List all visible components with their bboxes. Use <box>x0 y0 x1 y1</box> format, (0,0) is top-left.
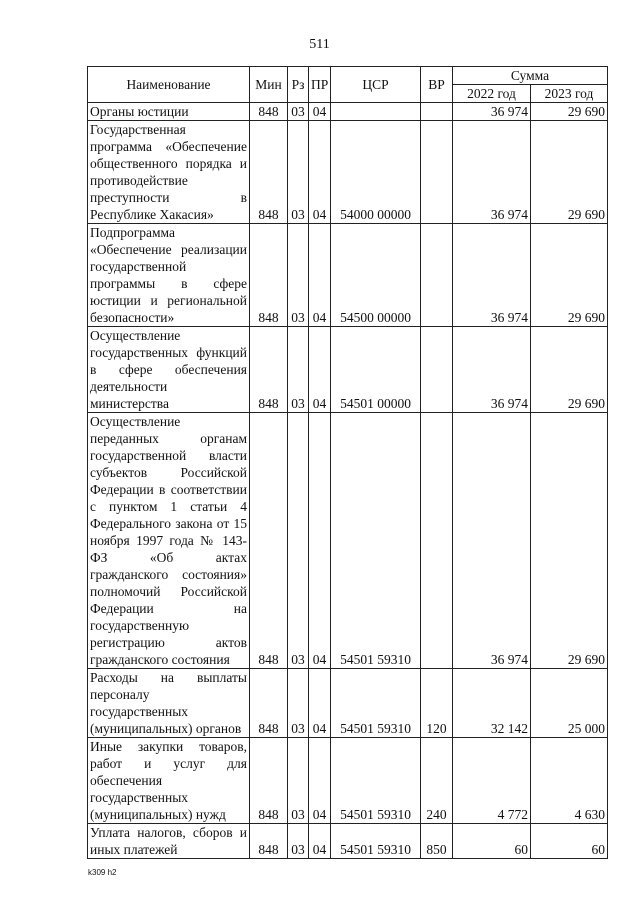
row-vr: 850 <box>421 824 453 859</box>
row-sum-2023: 25 000 <box>531 669 608 738</box>
row-rz: 03 <box>288 327 309 413</box>
page-number: 511 <box>309 37 330 52</box>
table-body <box>88 103 608 859</box>
row-csr: 54501 59310 <box>331 669 421 738</box>
row-sum-2023: 29 690 <box>531 103 608 121</box>
row-sum-2023: 29 690 <box>531 224 608 327</box>
row-sum-2022: 36 974 <box>453 327 531 413</box>
row-sum-2022: 32 142 <box>453 669 531 738</box>
row-vr <box>421 224 453 327</box>
row-name: Государственная программа «Обеспечение общественного порядка и противодействие преступности в Республике Хакасия» <box>88 121 250 224</box>
row-name: Расходы на выплаты персоналу государственных (муниципальных) органов <box>88 669 250 738</box>
header-sum: Сумма <box>453 67 608 85</box>
table-row <box>88 224 608 327</box>
footer-code: k309 h2 <box>88 868 117 877</box>
row-rz: 03 <box>288 224 309 327</box>
row-sum-2022: 4 772 <box>453 738 531 824</box>
row-min: 848 <box>250 103 288 121</box>
row-sum-2022: 36 974 <box>453 413 531 669</box>
row-name: Подпрограмма «Обеспечение реализации государственной программы в сфере юстиции и региональной безопасности» <box>88 224 250 327</box>
table-row <box>88 738 608 824</box>
table-row <box>88 327 608 413</box>
row-pr: 04 <box>309 224 331 327</box>
row-vr <box>421 103 453 121</box>
header-csr: ЦСР <box>331 67 421 103</box>
row-name: Иные закупки товаров, работ и услуг для обеспечения государственных (муниципальных) нужд <box>88 738 250 824</box>
row-min: 848 <box>250 413 288 669</box>
row-name: Уплата налогов, сборов и иных платежей <box>88 824 250 859</box>
row-sum-2023: 29 690 <box>531 121 608 224</box>
row-sum-2022: 36 974 <box>453 121 531 224</box>
row-csr: 54501 00000 <box>331 327 421 413</box>
row-sum-2022: 36 974 <box>453 103 531 121</box>
header-year-2023: 2023 год <box>531 85 608 103</box>
row-name: Осуществление переданных органам государственной власти субъектов Российской Федерации в соответствии с пунктом 1 статьи 4 Федерального закона от 15 ноября 1997 года № 143-ФЗ «Об актах гражданского состояния» полномочий Российской Федерации на государственную регистрацию актов гражданского состояния <box>88 413 250 669</box>
row-pr: 04 <box>309 121 331 224</box>
row-min: 848 <box>250 738 288 824</box>
row-min: 848 <box>250 669 288 738</box>
row-sum-2022: 36 974 <box>453 224 531 327</box>
row-min: 848 <box>250 327 288 413</box>
row-sum-2023: 29 690 <box>531 327 608 413</box>
table-row <box>88 103 608 121</box>
row-rz: 03 <box>288 121 309 224</box>
row-pr: 04 <box>309 413 331 669</box>
row-pr: 04 <box>309 738 331 824</box>
row-csr: 54500 00000 <box>331 224 421 327</box>
row-rz: 03 <box>288 738 309 824</box>
row-vr <box>421 327 453 413</box>
row-min: 848 <box>250 824 288 859</box>
row-rz: 03 <box>288 413 309 669</box>
row-sum-2023: 29 690 <box>531 413 608 669</box>
row-name: Осуществление государственных функций в сфере обеспечения деятельности министерства <box>88 327 250 413</box>
row-vr: 120 <box>421 669 453 738</box>
row-pr: 04 <box>309 327 331 413</box>
row-sum-2023: 4 630 <box>531 738 608 824</box>
row-vr <box>421 413 453 669</box>
header-name: Наименование <box>88 67 250 103</box>
row-vr <box>421 121 453 224</box>
row-csr: 54501 59310 <box>331 413 421 669</box>
row-sum-2022: 60 <box>453 824 531 859</box>
row-rz: 03 <box>288 103 309 121</box>
row-csr: 54501 59310 <box>331 738 421 824</box>
row-name: Органы юстиции <box>88 103 250 121</box>
row-pr: 04 <box>309 824 331 859</box>
row-rz: 03 <box>288 824 309 859</box>
row-pr: 04 <box>309 669 331 738</box>
table-row <box>88 824 608 859</box>
header-vr: ВР <box>421 67 453 103</box>
budget-table <box>87 66 608 859</box>
table-row <box>88 413 608 669</box>
row-csr: 54501 59310 <box>331 824 421 859</box>
row-pr: 04 <box>309 103 331 121</box>
row-csr: 54000 00000 <box>331 121 421 224</box>
row-csr <box>331 103 421 121</box>
header-pr: ПР <box>309 67 331 103</box>
row-min: 848 <box>250 224 288 327</box>
row-sum-2023: 60 <box>531 824 608 859</box>
table-row <box>88 669 608 738</box>
row-min: 848 <box>250 121 288 224</box>
header-min: Мин <box>250 67 288 103</box>
row-vr: 240 <box>421 738 453 824</box>
header-rz: Рз <box>288 67 309 103</box>
row-rz: 03 <box>288 669 309 738</box>
header-year-2022: 2022 год <box>453 85 531 103</box>
table-row <box>88 121 608 224</box>
